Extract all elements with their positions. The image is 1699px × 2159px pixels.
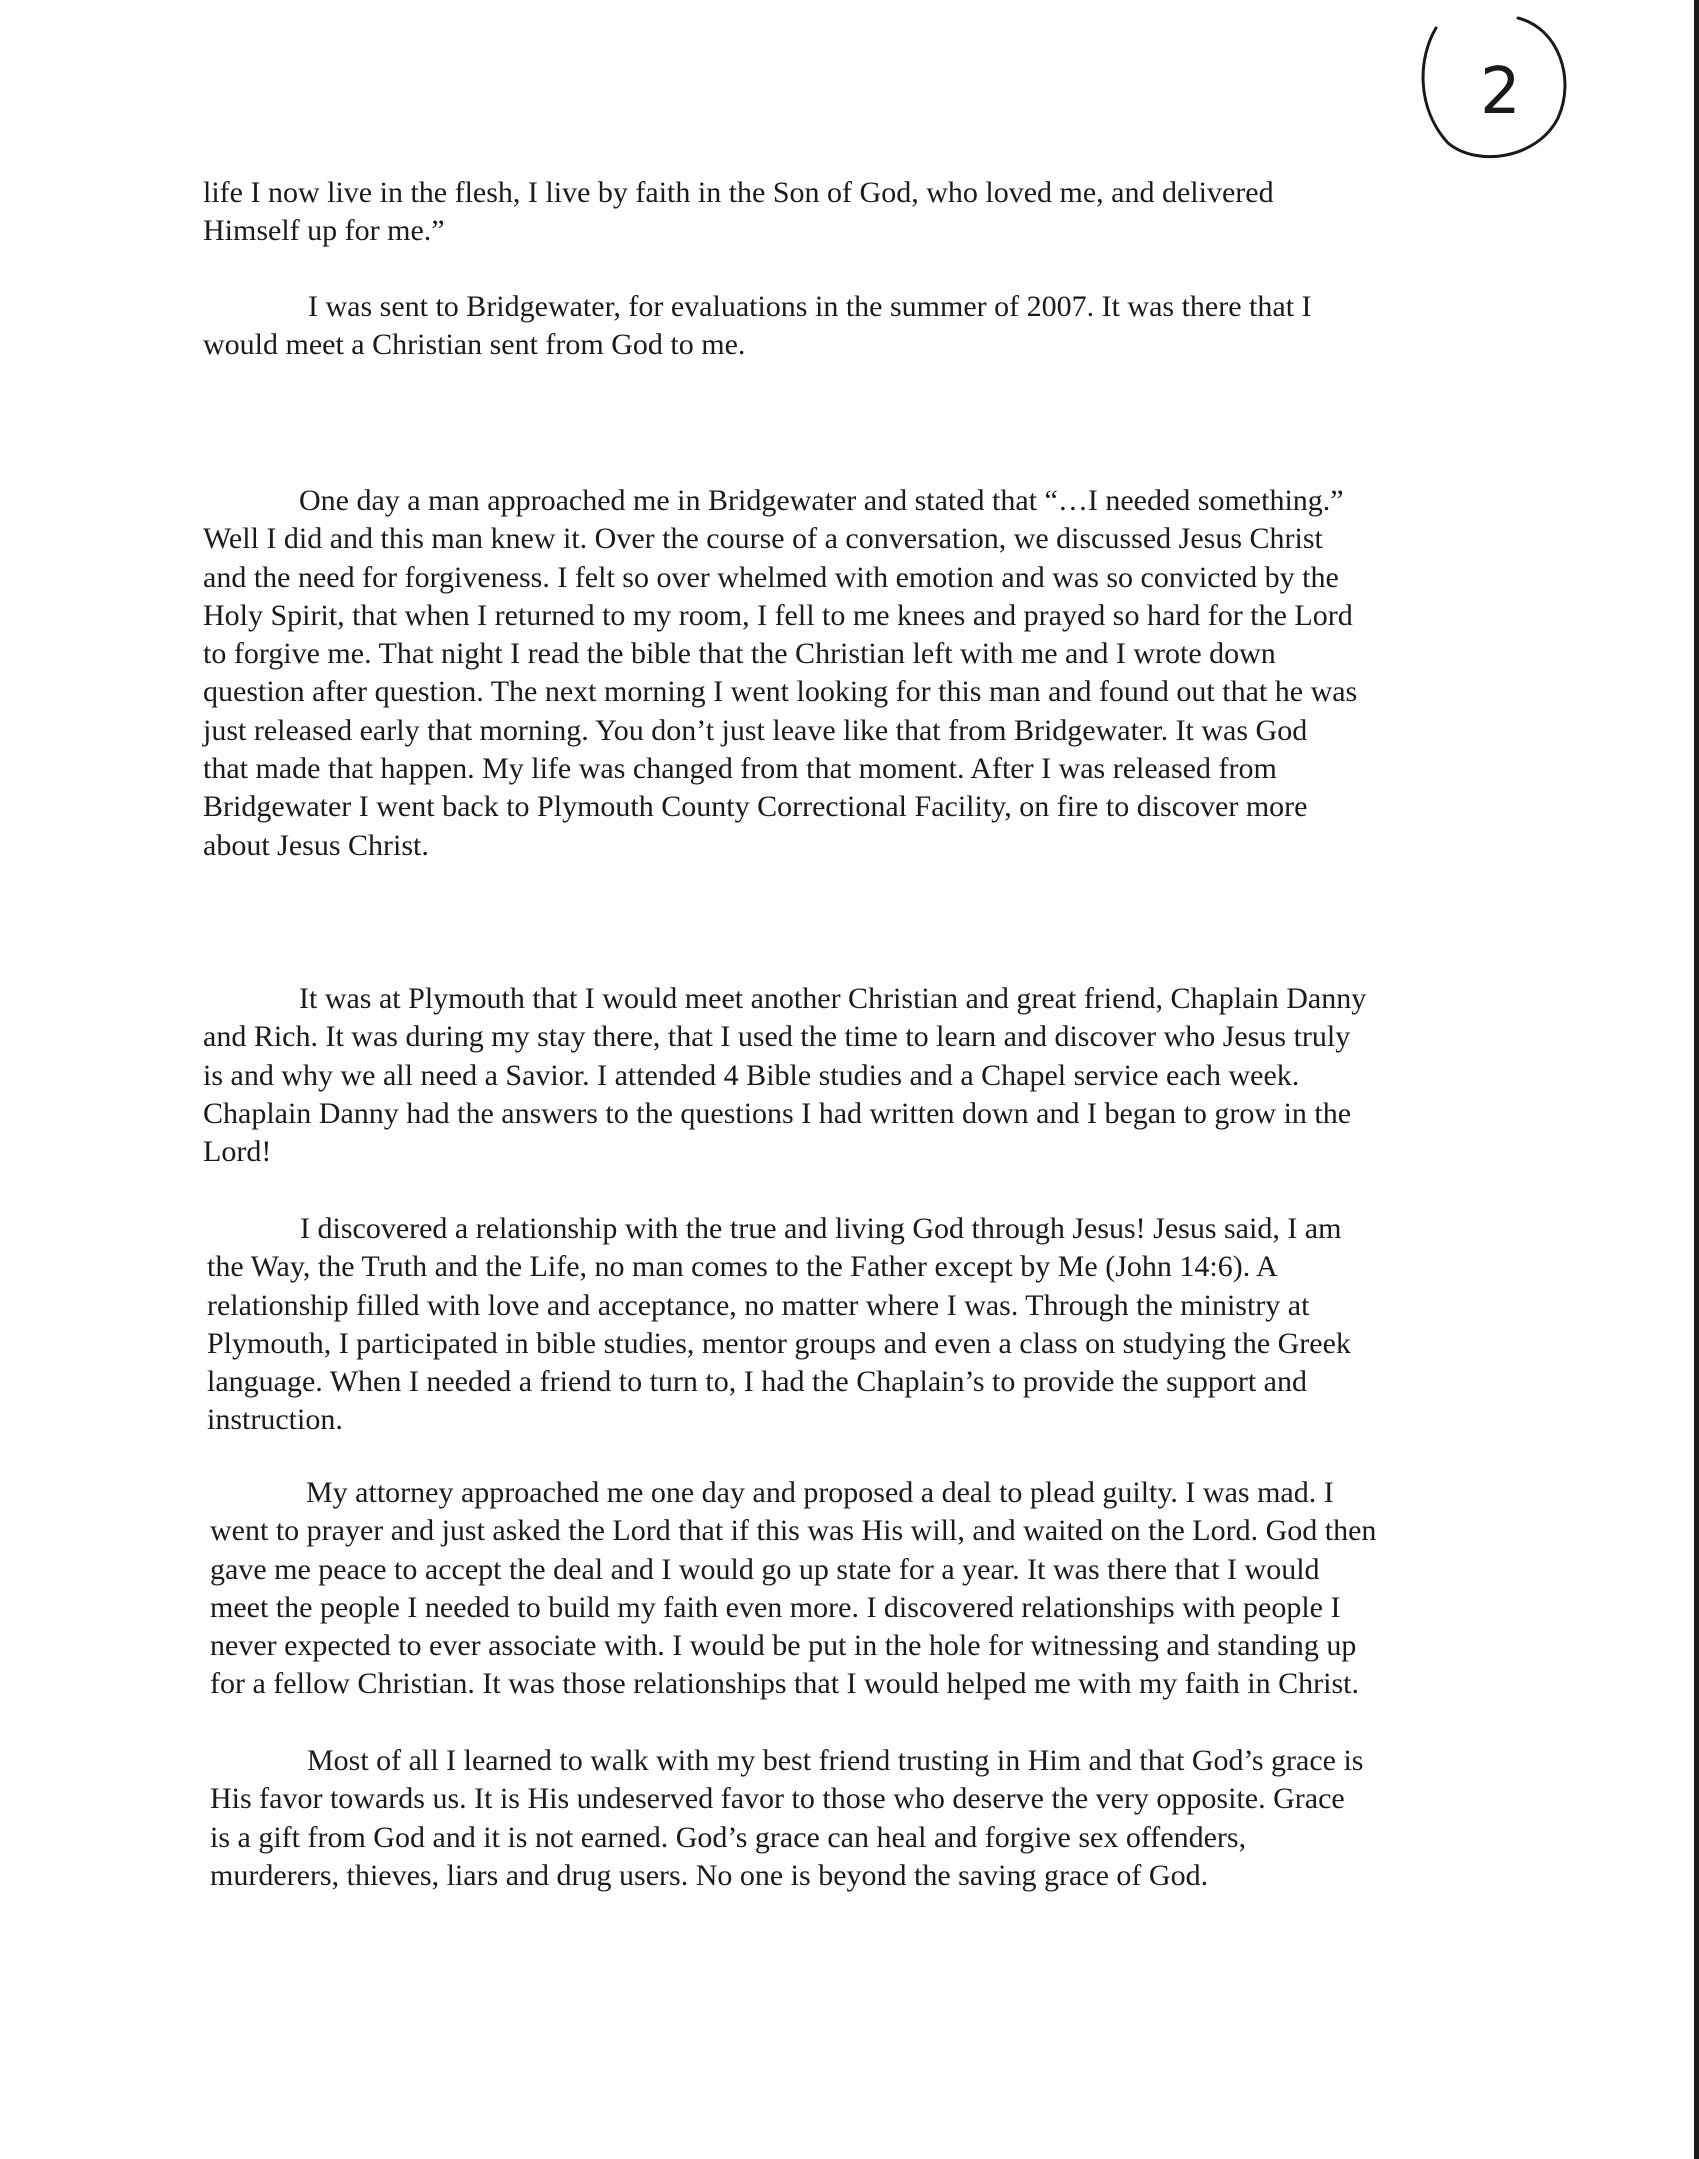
text-line: One day a man approached me in Bridgewater and stated that “…I needed something.” [299, 484, 1344, 517]
text-line: Well I did and this man knew it. Over the course of a conversation, we discussed Jesus Christ [203, 522, 1323, 556]
text-line: that made that happen. My life was changed from that moment. After I was released from [203, 752, 1277, 786]
text-line: and the need for forgiveness. I felt so over whelmed with emotion and was so convicted by the [203, 560, 1339, 594]
text-line: My attorney approached me one day and proposed a deal to plead guilty. I was mad. I [306, 1476, 1334, 1509]
text-line: His favor towards us. It is His undeserved favor to those who deserve the very opposite. Grace [210, 1782, 1345, 1816]
text-line: language. When I needed a friend to turn to, I had the Chaplain’s to provide the support and [207, 1365, 1307, 1399]
text-line: I was sent to Bridgewater, for evaluations in the summer of 2007. It was there that I [308, 290, 1312, 323]
text-line: Holy Spirit, that when I returned to my room, I fell to me knees and prayed so hard for the Lord [203, 598, 1353, 632]
text-line: Chaplain Danny had the answers to the questions I had written down and I began to grow in the [203, 1096, 1352, 1130]
text-line: went to prayer and just asked the Lord that if this was His will, and waited on the Lord. God then [210, 1514, 1377, 1548]
paragraph-bridgewater [203, 288, 1312, 365]
text-line: is a gift from God and it is not earned. God’s grace can heal and forgive sex offenders, [210, 1820, 1247, 1854]
text-line: Bridgewater I went back to Plymouth County Correctional Facility, on fire to discover more [203, 790, 1308, 824]
paragraph-attorney [210, 1474, 1376, 1704]
text-line: I discovered a relationship with the true and living God through Jesus! Jesus said, I am [300, 1212, 1342, 1245]
text-line: gave me peace to accept the deal and I would go up state for a year. It was there that I would [210, 1552, 1320, 1586]
page-number: 2 [1480, 55, 1521, 129]
text-line: is and why we all need a Savior. I attended 4 Bible studies and a Chapel service each week. [203, 1058, 1300, 1092]
text-line: meet the people I needed to build my faith even more. I discovered relationships with people I [210, 1590, 1341, 1624]
text-line: would meet a Christian sent from God to me. [203, 328, 746, 362]
text-line: relationship filled with love and acceptance, no matter where I was. Through the ministry at [207, 1288, 1310, 1322]
text-line: It was at Plymouth that I would meet another Christian and great friend, Chaplain Danny [299, 982, 1367, 1015]
text-line: question after question. The next morning I went looking for this man and found out that he was [203, 675, 1358, 709]
paragraph-grace [210, 1742, 1363, 1895]
text-line: life I now live in the flesh, I live by faith in the Son of God, who loved me, and delivered [203, 176, 1274, 209]
text-line: murderers, thieves, liars and drug users. No one is beyond the saving grace of God. [210, 1858, 1209, 1892]
text-line: never expected to ever associate with. I would be put in the hole for witnessing and standing up [210, 1629, 1357, 1663]
paragraph-plymouth [203, 980, 1366, 1171]
paragraph-man-approached [203, 482, 1357, 865]
text-line: Most of all I learned to walk with my best friend trusting in Him and that God’s grace is [307, 1744, 1364, 1777]
paragraph-relationship [207, 1210, 1351, 1440]
text-line: Plymouth, I participated in bible studies, mentor groups and even a class on studying the Greek [207, 1326, 1351, 1360]
text-line: Himself up for me.” [203, 214, 445, 248]
paragraph-continuation [203, 174, 1274, 251]
text-line: and Rich. It was during my stay there, that I used the time to learn and discover who Jesus truly [203, 1020, 1351, 1054]
text-line: for a fellow Christian. It was those relationships that I would helped me with my faith in Christ. [210, 1667, 1359, 1701]
text-line: about Jesus Christ. [203, 828, 429, 862]
circled-page-number [1408, 8, 1568, 163]
text-line: instruction. [207, 1403, 343, 1437]
text-line: Lord! [203, 1135, 272, 1169]
scan-edge-border [1694, 0, 1699, 2159]
text-line: to forgive me. That night I read the bible that the Christian left with me and I wrote down [203, 637, 1276, 671]
text-line: the Way, the Truth and the Life, no man comes to the Father except by Me (John 14:6). A [207, 1250, 1278, 1284]
text-line: just released early that morning. You don’t just leave like that from Bridgewater. It was God [203, 713, 1308, 747]
